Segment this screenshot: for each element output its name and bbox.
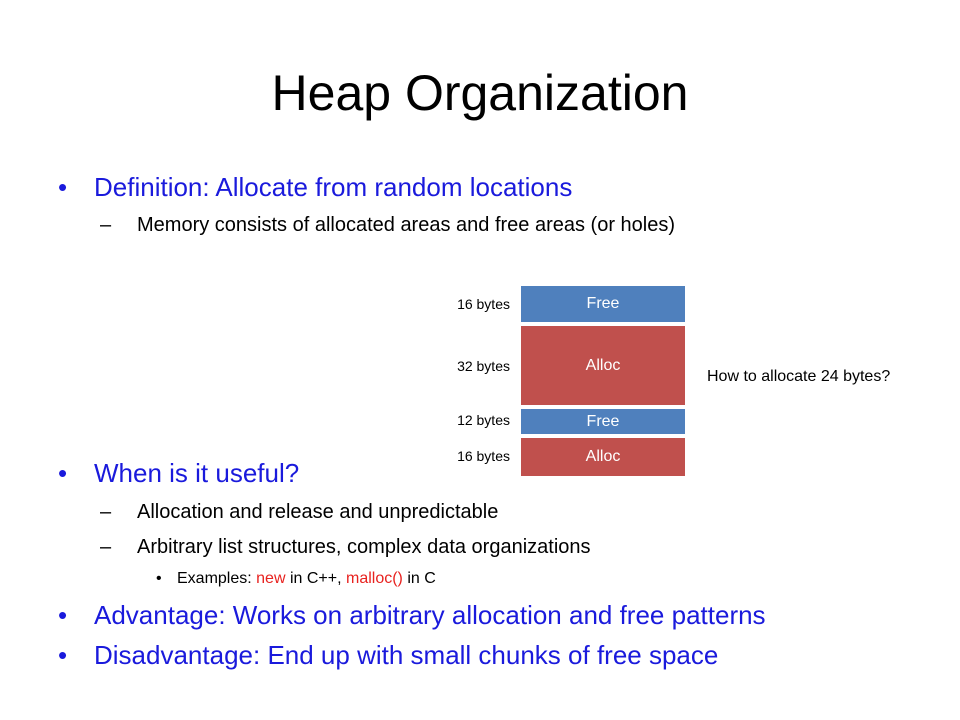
dash-marker: –	[100, 501, 112, 523]
memory-block-alloc: Alloc	[519, 324, 687, 407]
sub-bullet-definition: Memory consists of allocated areas and free areas (or holes)	[137, 214, 676, 236]
memory-block-free: Free	[519, 407, 687, 436]
bullet-marker: •	[58, 172, 68, 202]
block-size-label: 32 bytes	[457, 358, 510, 374]
bullet-marker: •	[58, 600, 68, 630]
bullet-marker: •	[156, 570, 162, 587]
block-size-label: 16 bytes	[457, 448, 510, 464]
bullet-disadvantage: Disadvantage: End up with small chunks of free space	[94, 640, 719, 670]
dash-marker: –	[100, 214, 112, 236]
keyword-new: new	[256, 570, 286, 587]
sub-sub-bullet-examples	[177, 568, 436, 590]
slide-title: Heap Organization	[271, 65, 689, 121]
examples-suffix: in C	[402, 570, 436, 587]
bullet-marker: •	[58, 640, 68, 670]
dash-marker: –	[100, 536, 112, 558]
bullet-marker: •	[58, 458, 68, 488]
examples-mid: in C++,	[285, 570, 346, 587]
memory-block-alloc: Alloc	[519, 436, 687, 478]
block-size-label: 16 bytes	[457, 296, 510, 312]
examples-prefix: Examples:	[177, 570, 257, 587]
sub-bullet-when-1: Allocation and release and unpredictable	[137, 501, 499, 523]
bullet-advantage: Advantage: Works on arbitrary allocation and free patterns	[94, 600, 766, 630]
memory-block-free: Free	[519, 284, 687, 324]
bullet-definition: Definition: Allocate from random locations	[94, 172, 573, 202]
block-size-label: 12 bytes	[457, 412, 510, 428]
allocation-question: How to allocate 24 bytes?	[707, 368, 891, 385]
sub-bullet-when-2: Arbitrary list structures, complex data organizations	[137, 536, 591, 558]
keyword-malloc: malloc()	[345, 570, 403, 587]
bullet-when-useful: When is it useful?	[94, 458, 300, 488]
